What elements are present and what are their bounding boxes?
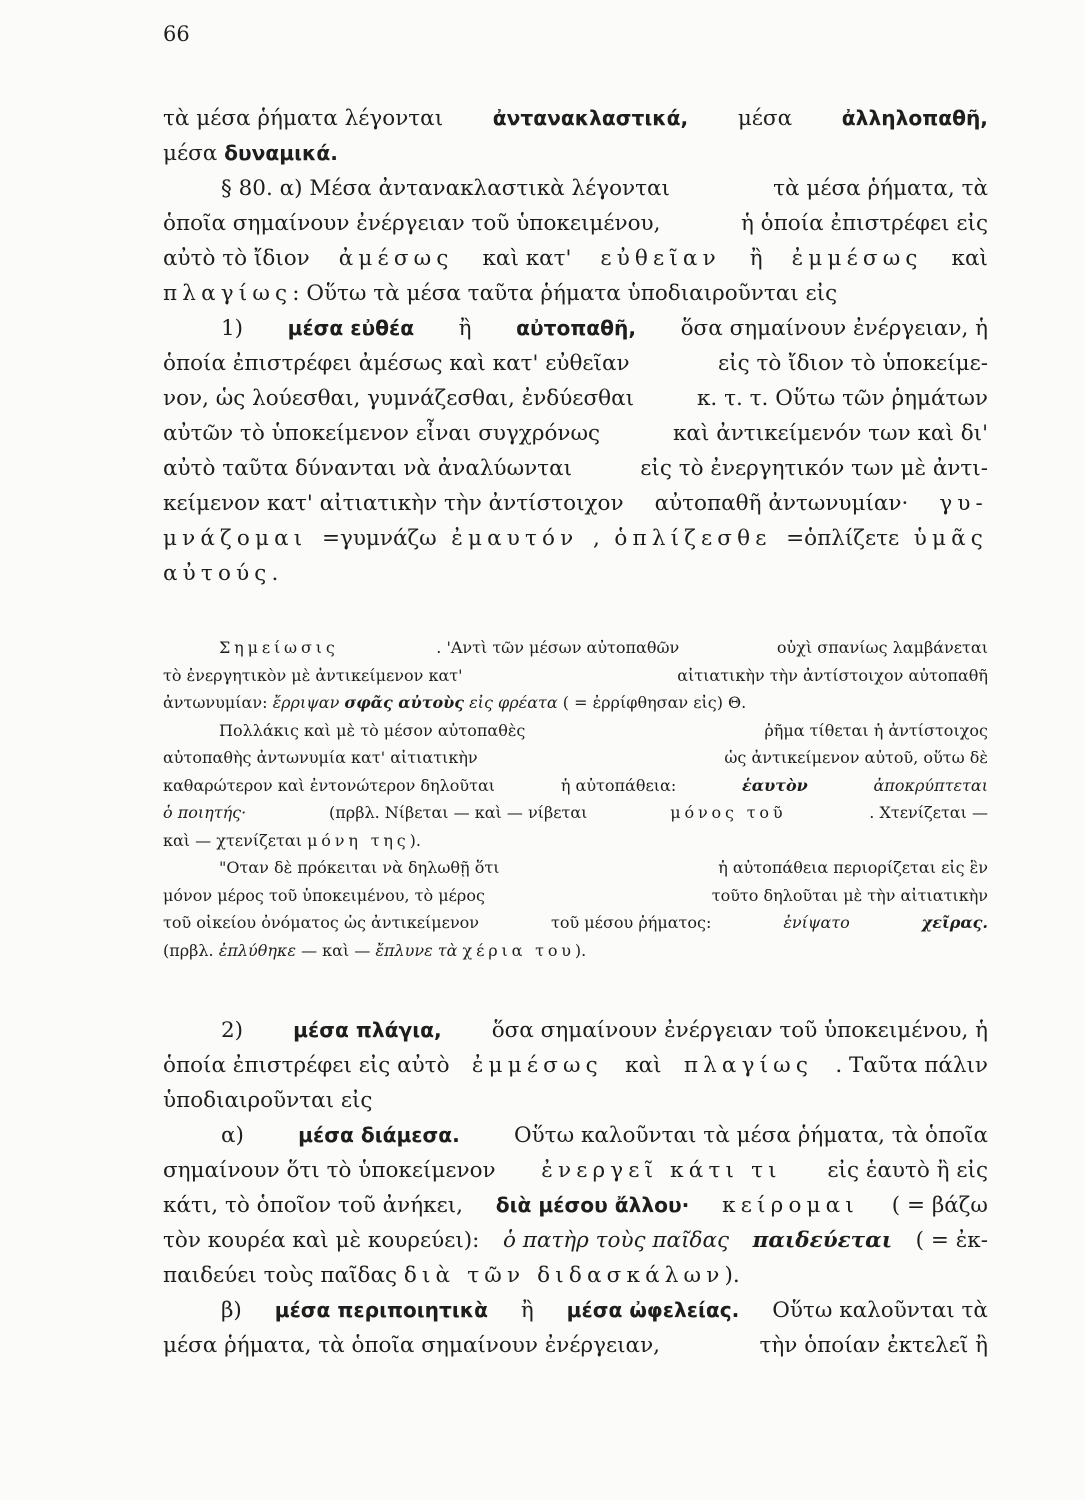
- text-segment: μόνον μέρος τοῦ ὑποκειμένου, τὸ μέρος: [163, 885, 485, 905]
- text-segment: 1): [221, 316, 244, 341]
- text-segment: ἀντωνυμίαν:: [163, 693, 273, 712]
- text-segment: πλαγίως: [163, 281, 293, 306]
- text-segment: ἑαυτὸν: [742, 775, 808, 795]
- text-segment: καὶ — χτενίζεται: [163, 830, 308, 850]
- text-segment: εἰς ἑαυτὸ ἢ εἰς: [827, 1158, 988, 1183]
- text-line-l9: [163, 381, 988, 416]
- text-segment: μέσα: [163, 141, 225, 166]
- text-segment: μέσα περιποιητικὰ: [274, 1298, 488, 1322]
- text-segment: αὐτοπαθῆ,: [516, 316, 637, 340]
- text-segment: διὰ μέσου ἄλλου·: [495, 1193, 690, 1217]
- text-line-n2: [163, 662, 988, 690]
- text-segment: β): [221, 1298, 242, 1323]
- text-segment: ἐνίψατο: [783, 913, 850, 932]
- text-segment: ἡ αὐτοπάθεια περιορίζεται εἰς ἓν: [718, 858, 988, 877]
- text-segment: ὅσα σημαίνουν ἐνέργειαν τοῦ ὑποκειμένου, ἡ: [491, 1018, 988, 1043]
- text-line-n3: [163, 689, 988, 717]
- text-segment: . Ταῦτα πάλιν: [835, 1053, 988, 1078]
- text-line-n5: [163, 744, 988, 772]
- text-segment: ( = ἐρρίφθησαν εἰς) Θ.: [557, 693, 747, 712]
- text-segment: ἔπλυνε τὰ: [375, 940, 458, 960]
- text-segment: ἢ: [749, 246, 763, 271]
- text-line-m5: [163, 1153, 988, 1188]
- text-segment: μόνος τοῦ: [670, 803, 787, 822]
- text-line-m3: [163, 1083, 988, 1118]
- text-segment: ).: [574, 940, 587, 960]
- text-segment: ἢ: [458, 316, 472, 341]
- text-segment: τὰ μέσα ῥήματα λέγονται: [163, 106, 444, 131]
- text-segment: ὁποία ἐπιστρέφει ἀμέσως καὶ κατ' εὐθεῖαν: [163, 351, 630, 376]
- text-segment: Πολλάκις καὶ μὲ τὸ μέσον αὐτοπαθὲς: [219, 720, 526, 740]
- text-line-n10: [163, 882, 988, 910]
- text-segment: ἀλληλοπαθῆ,: [841, 106, 988, 130]
- text-segment: =γυμνάζω: [321, 526, 437, 551]
- text-line-l13: [163, 521, 988, 556]
- text-line-m1: [163, 1013, 988, 1048]
- continuation-text-block: [163, 1013, 988, 1363]
- text-line-n7: [163, 799, 988, 827]
- text-segment: ὁποῖα σημαίνουν ἐνέργειαν τοῦ ὑποκειμένου,: [163, 211, 661, 236]
- text-segment: σφᾶς αὐτοὺς: [344, 693, 464, 712]
- text-segment: (πρβλ.: [163, 940, 219, 960]
- text-segment: αὐτοπαθὴς ἀντωνυμία κατ' αἰτιατικὴν: [163, 748, 478, 767]
- text-segment: (πρβλ. Νίβεται — καὶ — νίβεται: [329, 803, 588, 822]
- text-segment: ῥῆμα τίθεται ἡ ἀντίστοιχος: [764, 720, 988, 740]
- text-segment: αὐτοπαθῆ ἀντωνυμίαν·: [654, 491, 909, 516]
- text-segment: καὶ ἀντικείμενόν των καὶ δι': [672, 421, 988, 446]
- text-line-m4: [163, 1118, 988, 1153]
- text-segment: καὶ: [625, 1053, 662, 1078]
- text-segment: .: [271, 561, 279, 586]
- text-line-l10: [163, 416, 988, 451]
- text-line-l3: [163, 171, 988, 206]
- text-segment: Οὕτω καλοῦνται τὰ: [772, 1298, 988, 1323]
- text-segment: κ. τ. τ. Οὕτω τῶν ῥημάτων: [696, 386, 988, 411]
- text-line-m10: [163, 1328, 988, 1363]
- text-segment: . 'Αντὶ τῶν μέσων αὐτοπαθῶν: [436, 638, 680, 657]
- text-segment: μέσα ὠφελείας.: [566, 1298, 740, 1322]
- text-segment: τοῦ μέσου ῥήματος:: [550, 913, 712, 932]
- text-segment: ὁπλίζεσθε: [614, 526, 772, 551]
- main-text-block: [163, 101, 988, 591]
- text-segment: εἰς τὸ ἐνεργητικόν των μὲ ἀντι-: [640, 456, 988, 481]
- text-line-l7: [163, 311, 988, 346]
- text-segment: καὶ: [951, 246, 988, 271]
- text-segment: χέρια του: [462, 940, 575, 960]
- text-segment: ἐμαυτόν: [451, 526, 579, 551]
- text-segment: κείρομαι: [722, 1193, 859, 1218]
- text-segment: παιδεύεται: [752, 1228, 893, 1253]
- text-line-m6: [163, 1188, 988, 1223]
- text-segment: εὐθεῖαν: [600, 246, 721, 271]
- text-line-n4: [163, 717, 988, 745]
- text-segment: μέσα εὐθέα: [287, 316, 415, 340]
- text-line-m9: [163, 1293, 988, 1328]
- text-segment: μέσα πλάγια,: [293, 1018, 442, 1042]
- text-segment: ἀντανακλαστικά,: [492, 106, 689, 130]
- text-segment: ὁποία ἐπιστρέφει εἰς αὐτὸ: [163, 1053, 450, 1078]
- text-segment: ὁ πατὴρ τοὺς παῖδας: [502, 1228, 730, 1253]
- text-line-n8: [163, 827, 988, 855]
- text-line-m7: [163, 1223, 988, 1258]
- text-segment: πλαγίως: [683, 1053, 814, 1078]
- text-segment: ἐνεργεῖ κάτι τι: [541, 1158, 782, 1183]
- text-segment: νον, ὡς λούεσθαι, γυμνάζεσθαι, ἐνδύεσθαι: [163, 386, 635, 411]
- text-line-l1: [163, 101, 988, 136]
- text-segment: 2): [221, 1018, 244, 1043]
- note-block: [163, 634, 988, 964]
- text-segment: ἀμέσως: [338, 246, 454, 271]
- text-segment: αὐτὸ ταῦτα δύνανται νὰ ἀναλύωνται: [163, 456, 573, 481]
- text-line-n11: [163, 909, 988, 937]
- text-segment: ὑποδιαιροῦνται εἰς: [163, 1088, 373, 1113]
- text-segment: ὑμᾶς: [913, 526, 988, 551]
- text-segment: μέσα διάμεσα.: [298, 1123, 460, 1147]
- text-segment: μνάζομαι: [163, 526, 308, 551]
- text-segment: § 80. α) Μέσα ἀντανακλαστικὰ λέγονται: [221, 176, 670, 201]
- text-segment: ἡ ὁποία ἐπιστρέφει εἰς: [740, 211, 988, 236]
- text-segment: αἰτιατικὴν τὴν ἀντίστοιχον αὐτοπαθῆ: [677, 665, 988, 685]
- text-segment: ἡ αὐτοπάθεια:: [560, 775, 677, 795]
- text-segment: τοῦ οἰκείου ὀνόματος ὡς ἀντικείμενον: [163, 913, 480, 932]
- text-line-n6: [163, 772, 988, 800]
- text-segment: ἐμμέσως: [471, 1053, 603, 1078]
- text-segment: ἢ: [520, 1298, 534, 1323]
- text-segment: ,: [592, 526, 600, 551]
- text-segment: μόνη της: [307, 830, 410, 850]
- text-segment: ἔρριψαν: [272, 693, 345, 712]
- text-segment: τοῦτο δηλοῦται μὲ τὴν αἰτιατικὴν: [711, 885, 988, 905]
- text-segment: κείμενον κατ' αἰτιατικὴν τὴν ἀντίστοιχον: [163, 491, 624, 516]
- text-line-l14: [163, 556, 988, 591]
- text-segment: ἐπλύθηκε: [218, 940, 296, 960]
- text-segment: ἐμμέσως: [791, 246, 923, 271]
- text-segment: μέσα: [737, 106, 793, 131]
- text-segment: "Οταν δὲ πρόκειται νὰ δηλωθῇ ὅτι: [219, 858, 500, 877]
- text-segment: οὐχὶ σπανίως λαμβάνεται: [776, 638, 988, 657]
- text-segment: διὰ τῶν διδασκάλων: [403, 1263, 725, 1288]
- text-segment: αὐτούς: [163, 561, 272, 586]
- text-segment: εἰς τὸ ἴδιον τὸ ὑποκείμε-: [718, 351, 988, 376]
- text-segment: γυ-: [939, 491, 988, 516]
- text-segment: ὁ ποιητής·: [163, 803, 247, 822]
- text-segment: : Οὕτω τὰ μέσα ταῦτα ῥήματα ὑποδιαιροῦνται εἰς: [292, 281, 838, 306]
- text-segment: ( = ἐκ-: [915, 1228, 988, 1253]
- text-segment: αὐτὸ τὸ ἴδιον: [163, 246, 310, 271]
- text-segment: μέσα ῥήματα, τὰ ὁποῖα σημαίνουν ἐνέργειαν,: [163, 1333, 660, 1358]
- text-line-l11: [163, 451, 988, 486]
- text-segment: =ὁπλίζετε: [786, 526, 900, 551]
- text-segment: τὸν κουρέα καὶ μὲ κουρεύει):: [163, 1228, 480, 1253]
- text-line-n1: [163, 634, 988, 662]
- text-segment: κάτι, τὸ ὁποῖον τοῦ ἀνήκει,: [163, 1193, 463, 1218]
- text-line-n9: [163, 854, 988, 882]
- text-segment: καθαρώτερον καὶ ἐντονώτερον δηλοῦται: [163, 775, 496, 795]
- text-segment: ( = βάζω: [891, 1193, 988, 1218]
- text-segment: ).: [409, 830, 421, 850]
- text-line-l4: [163, 206, 988, 241]
- text-segment: δυναμικά.: [224, 141, 338, 165]
- text-segment: α): [221, 1123, 244, 1148]
- text-line-l5: [163, 241, 988, 276]
- text-line-l6: [163, 276, 988, 311]
- text-segment: Σημείωσις: [219, 638, 339, 657]
- text-segment: ὅσα σημαίνουν ἐνέργειαν, ἡ: [680, 316, 988, 341]
- text-line-l2: [163, 136, 988, 171]
- text-segment: σημαίνουν ὅτι τὸ ὑποκείμενον: [163, 1158, 496, 1183]
- text-segment: αὐτῶν τὸ ὑποκείμενον εἶναι συγχρόνως: [163, 421, 601, 446]
- text-line-m2: [163, 1048, 988, 1083]
- text-segment: ὡς ἀντικείμενον αὐτοῦ, οὕτω δὲ: [724, 748, 988, 767]
- text-line-n12: [163, 937, 988, 965]
- text-segment: . Χτενίζεται —: [869, 803, 988, 822]
- text-segment: ).: [724, 1263, 740, 1288]
- text-segment: τὰ μέσα ῥήματα, τὰ: [773, 176, 988, 201]
- page-number: 66: [163, 22, 190, 46]
- text-line-l8: [163, 346, 988, 381]
- text-segment: τὸ ἐνεργητικὸν μὲ ἀντικείμενον κατ': [163, 665, 463, 685]
- text-segment: παιδεύει τοὺς παῖδας: [163, 1263, 404, 1288]
- text-segment: καὶ κατ': [482, 246, 572, 271]
- text-segment: ἀποκρύπτεται: [873, 775, 988, 795]
- text-segment: χεῖρας.: [921, 913, 988, 932]
- text-line-l12: [163, 486, 988, 521]
- text-segment: — καὶ —: [296, 940, 376, 960]
- text-segment: τὴν ὁποίαν ἐκτελεῖ ἢ: [759, 1333, 988, 1358]
- text-segment: εἰς φρέατα: [464, 693, 558, 712]
- text-line-m8: [163, 1258, 988, 1293]
- text-segment: Οὕτω καλοῦνται τὰ μέσα ῥήματα, τὰ ὁποῖα: [514, 1123, 988, 1148]
